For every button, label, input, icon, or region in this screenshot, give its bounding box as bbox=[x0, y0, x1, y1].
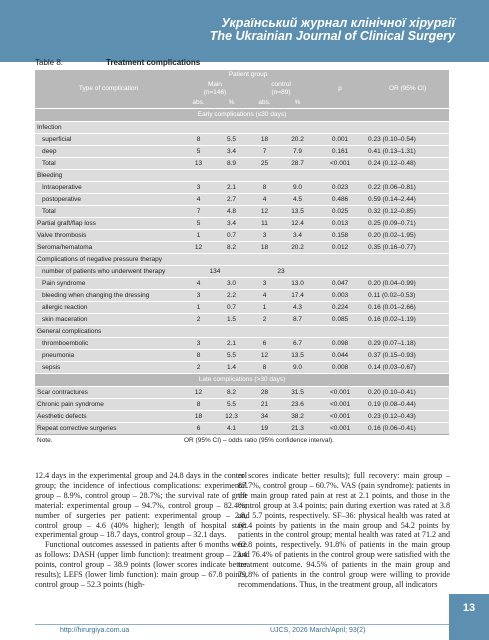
main-pct-cell: 5.5 bbox=[215, 134, 248, 146]
main-abs-cell: 12 bbox=[182, 242, 215, 254]
header-main-label: Main bbox=[207, 81, 223, 88]
main-abs-cell: 4 bbox=[182, 278, 215, 290]
main-abs-cell: 6 bbox=[182, 423, 215, 435]
control-abs-cell: 3 bbox=[248, 278, 281, 290]
control-abs-cell: 4 bbox=[248, 290, 281, 302]
row-label: skin maceration bbox=[35, 314, 182, 326]
odds-ratio-cell: 0.37 (0.15–0.93) bbox=[366, 350, 449, 362]
control-pct-cell: 13.5 bbox=[281, 350, 314, 362]
main-abs-cell: 12 bbox=[182, 387, 215, 399]
body-paragraph: er scores indicate better results); full recovery: main group – 87.7%, control group – 60.7%. VAS (pain syndrome): patients in the main group rated pain at rest at 2.1 points, and those in the control group at 3.4 points; pain during exertion was rated at 3.8 and 5.7 points, respectively. SF–36: physical health was rated at 68.4 points by patients in the main group and 54.2 points by patients in the control group; mental health was rated at 71.2 and 62.8 points, respectively. 91.8% of patients in the main group and 76.4% of patients in the control group were satisfied with the treatment outcome. 94.5% of patients in the main group and 79.8% of patients in the control group were willing to provide recommendations. Thus, in the treatment group, all indicators bbox=[238, 471, 450, 589]
control-pct-cell: 6.7 bbox=[281, 338, 314, 350]
odds-ratio-cell: 0.41 (0.13–1.31) bbox=[366, 146, 449, 158]
row-label: Valve thrombosis bbox=[35, 230, 182, 242]
control-abs-cell: 18 bbox=[248, 134, 281, 146]
main-abs-cell: 7 bbox=[182, 206, 215, 218]
table-group-row bbox=[35, 170, 449, 182]
p-value-cell: 0.098 bbox=[314, 338, 366, 350]
group-label: Bleeding bbox=[35, 170, 182, 182]
table-row bbox=[35, 362, 449, 374]
table-row bbox=[35, 338, 449, 350]
main-pct-cell: 8.2 bbox=[215, 242, 248, 254]
odds-ratio-cell: 0.20 (0.10–0.41) bbox=[366, 387, 449, 399]
row-label: allergic reaction bbox=[35, 302, 182, 314]
table-row bbox=[35, 230, 449, 242]
table-row bbox=[35, 350, 449, 362]
control-pct-cell: 17.4 bbox=[281, 290, 314, 302]
row-label: Pain syndrome bbox=[35, 278, 182, 290]
odds-ratio-cell: 0.32 (0.12–0.85) bbox=[366, 206, 449, 218]
p-value-cell: 0.224 bbox=[314, 302, 366, 314]
table-row bbox=[35, 206, 449, 218]
body-text-left bbox=[35, 471, 247, 590]
p-value-cell: 0.012 bbox=[314, 242, 366, 254]
table-group-row bbox=[35, 326, 449, 338]
table-row bbox=[35, 146, 449, 158]
section-label: Early complications (≤30 days) bbox=[35, 109, 449, 122]
main-abs-cell: 18 bbox=[182, 411, 215, 423]
header-p: p bbox=[314, 70, 366, 109]
main-abs-cell: 8 bbox=[182, 350, 215, 362]
header-patient-group: Patient group bbox=[182, 70, 314, 80]
main-abs-cell: 4 bbox=[182, 194, 215, 206]
table-row bbox=[35, 158, 449, 170]
main-pct-cell: 3.4 bbox=[215, 218, 248, 230]
table-row bbox=[35, 387, 449, 399]
row-label: Scar contractures bbox=[35, 387, 182, 399]
control-abs-cell: 19 bbox=[248, 423, 281, 435]
odds-ratio-cell: 0.23 (0.12–0.43) bbox=[366, 411, 449, 423]
p-value-cell: <0.001 bbox=[314, 423, 366, 435]
main-abs-cell: 3 bbox=[182, 182, 215, 194]
header-control-abs: abs. bbox=[248, 98, 281, 109]
control-pct-cell: 8.7 bbox=[281, 314, 314, 326]
main-pct-cell: 3.4 bbox=[215, 146, 248, 158]
note-label: Note. bbox=[35, 435, 182, 447]
journal-title-ua: Український журнал клінічної хірургії bbox=[221, 16, 455, 30]
header-type: Type of complication bbox=[35, 70, 182, 109]
row-label: pneumonia bbox=[35, 350, 182, 362]
control-pct-cell: 20.2 bbox=[281, 134, 314, 146]
control-abs-cell: 18 bbox=[248, 242, 281, 254]
header-control-n: (n=89) bbox=[271, 89, 291, 96]
main-pct-cell: 2.1 bbox=[215, 182, 248, 194]
table-group-row bbox=[35, 254, 449, 266]
body-paragraph: Functional outcomes assessed in patients after 6 months were as follows: DASH (upper limb function): treatment group – 23.4 points, control group – 38.9 points (lower scores indicate better results); LEFS (lower limb function): main group – 67.8 points, control group – 52.3 points (high- bbox=[35, 540, 247, 589]
page-number-box bbox=[449, 594, 489, 640]
control-abs-cell: 6 bbox=[248, 338, 281, 350]
control-pct-cell: 9.0 bbox=[281, 182, 314, 194]
header-main bbox=[182, 80, 248, 98]
control-abs-cell: 8 bbox=[248, 362, 281, 374]
control-pct-cell: 4.5 bbox=[281, 194, 314, 206]
group-label: General complications bbox=[35, 326, 182, 338]
main-pct-cell: 5.5 bbox=[215, 350, 248, 362]
main-pct-cell: 5.5 bbox=[215, 399, 248, 411]
table-section-row bbox=[35, 109, 449, 122]
group-filler bbox=[182, 326, 449, 338]
odds-ratio-cell: 0.14 (0.03–0.67) bbox=[366, 362, 449, 374]
p-value-cell: 0.161 bbox=[314, 146, 366, 158]
p-value-cell: 0.001 bbox=[314, 134, 366, 146]
control-abs-cell: 8 bbox=[248, 182, 281, 194]
table-row bbox=[35, 242, 449, 254]
main-pct-cell: 4.1 bbox=[215, 423, 248, 435]
odds-ratio-cell: 0.23 (0.10–0.54) bbox=[366, 134, 449, 146]
main-abs-cell: 3 bbox=[182, 290, 215, 302]
row-label: sepsis bbox=[35, 362, 182, 374]
control-abs-cell: 2 bbox=[248, 314, 281, 326]
footer-divider bbox=[35, 624, 449, 625]
control-abs-cell: 28 bbox=[248, 387, 281, 399]
row-label: number of patients who underwent therapy bbox=[35, 266, 182, 278]
note-text: OR (95% CI) – odds ratio (95% confidence interval). bbox=[182, 435, 449, 447]
table-row bbox=[35, 314, 449, 326]
row-label: Total bbox=[35, 206, 182, 218]
main-pct-cell: 1.4 bbox=[215, 362, 248, 374]
main-pct-cell: 0.7 bbox=[215, 230, 248, 242]
p-value-cell: <0.001 bbox=[314, 399, 366, 411]
odds-ratio-cell: 0.20 (0.02–1.95) bbox=[366, 230, 449, 242]
table-row bbox=[35, 182, 449, 194]
odds-ratio-cell: 0.25 (0.09–0.71) bbox=[366, 218, 449, 230]
table-note-row bbox=[35, 435, 449, 447]
complications-table bbox=[35, 70, 449, 446]
control-pct-cell: 20.2 bbox=[281, 242, 314, 254]
row-label: Seroma/hematoma bbox=[35, 242, 182, 254]
table-row bbox=[35, 266, 449, 278]
control-abs-cell: 12 bbox=[248, 206, 281, 218]
control-abs-cell: 11 bbox=[248, 218, 281, 230]
header-control bbox=[248, 80, 314, 98]
table-row bbox=[35, 194, 449, 206]
row-label: Intraoperative bbox=[35, 182, 182, 194]
main-abs-cell: 2 bbox=[182, 314, 215, 326]
main-count: 134 bbox=[182, 266, 248, 278]
row-label: Chronic pain syndrome bbox=[35, 399, 182, 411]
header-control-pct: % bbox=[281, 98, 314, 109]
header-or: OR (95% CI) bbox=[366, 70, 449, 109]
table-row bbox=[35, 290, 449, 302]
main-pct-cell: 8.9 bbox=[215, 158, 248, 170]
control-abs-cell: 1 bbox=[248, 302, 281, 314]
table-group-row bbox=[35, 122, 449, 134]
control-abs-cell: 34 bbox=[248, 411, 281, 423]
row-label: postoperative bbox=[35, 194, 182, 206]
control-abs-cell: 21 bbox=[248, 399, 281, 411]
row-label: Total bbox=[35, 158, 182, 170]
page-number: 13 bbox=[462, 602, 476, 614]
main-pct-cell: 0.7 bbox=[215, 302, 248, 314]
odds-ratio-cell: 0.16 (0.06–0.41) bbox=[366, 423, 449, 435]
footer-url-link[interactable]: http://hirurgiya.com.ua bbox=[60, 627, 130, 634]
p-value-cell: 0.486 bbox=[314, 194, 366, 206]
main-pct-cell: 8.2 bbox=[215, 387, 248, 399]
odds-ratio-cell: 0.59 (0.14–2.44) bbox=[366, 194, 449, 206]
main-pct-cell: 2.1 bbox=[215, 338, 248, 350]
control-abs-cell: 4 bbox=[248, 194, 281, 206]
table-row bbox=[35, 411, 449, 423]
p-value-cell: 0.085 bbox=[314, 314, 366, 326]
body-text-right bbox=[238, 471, 450, 590]
control-pct-cell: 9.0 bbox=[281, 362, 314, 374]
group-label: Complications of negative pressure therapy bbox=[35, 254, 182, 266]
odds-ratio-cell: 0.16 (0.02–1.19) bbox=[366, 314, 449, 326]
odds-ratio-cell: 0.11 (0.02–0.53) bbox=[366, 290, 449, 302]
table-row bbox=[35, 278, 449, 290]
p-value-cell: 0.003 bbox=[314, 290, 366, 302]
p-value-cell: <0.001 bbox=[314, 387, 366, 399]
main-pct-cell: 2.2 bbox=[215, 290, 248, 302]
control-pct-cell: 4.3 bbox=[281, 302, 314, 314]
p-value-cell: 0.047 bbox=[314, 278, 366, 290]
row-label: deep bbox=[35, 146, 182, 158]
group-filler bbox=[182, 254, 449, 266]
table-section-row bbox=[35, 374, 449, 387]
odds-ratio-cell: 0.24 (0.12–0.48) bbox=[366, 158, 449, 170]
main-pct-cell: 4.8 bbox=[215, 206, 248, 218]
journal-banner bbox=[0, 0, 489, 62]
control-pct-cell: 38.2 bbox=[281, 411, 314, 423]
p-value-cell: 0.013 bbox=[314, 218, 366, 230]
main-pct-cell: 1.5 bbox=[215, 314, 248, 326]
row-label: thromboembolic bbox=[35, 338, 182, 350]
control-abs-cell: 12 bbox=[248, 350, 281, 362]
control-pct-cell: 23.6 bbox=[281, 399, 314, 411]
group-label: Infection bbox=[35, 122, 182, 134]
footer-journal-citation: UJCS, 2026 March/April; 93(2) bbox=[270, 627, 366, 634]
group-filler bbox=[182, 122, 449, 134]
control-count: 23 bbox=[248, 266, 314, 278]
main-abs-cell: 8 bbox=[182, 134, 215, 146]
table-row bbox=[35, 423, 449, 435]
control-pct-cell: 31.5 bbox=[281, 387, 314, 399]
odds-ratio-cell: 0.20 (0.04–0.99) bbox=[366, 278, 449, 290]
table-caption: Treatment complications bbox=[106, 58, 201, 67]
p-value-cell: <0.001 bbox=[314, 158, 366, 170]
control-pct-cell: 12.4 bbox=[281, 218, 314, 230]
main-abs-cell: 2 bbox=[182, 362, 215, 374]
p-value-cell: 0.023 bbox=[314, 182, 366, 194]
table-row bbox=[35, 399, 449, 411]
control-abs-cell: 3 bbox=[248, 230, 281, 242]
table-header bbox=[35, 70, 449, 109]
table-body bbox=[35, 109, 449, 447]
header-main-n: (n=146) bbox=[203, 89, 227, 96]
control-abs-cell: 7 bbox=[248, 146, 281, 158]
header-main-pct: % bbox=[215, 98, 248, 109]
p-value-cell: 0.025 bbox=[314, 206, 366, 218]
group-filler bbox=[182, 170, 449, 182]
p-value-cell: 0.008 bbox=[314, 362, 366, 374]
row-label: Aesthetic defects bbox=[35, 411, 182, 423]
header-main-abs: abs. bbox=[182, 98, 215, 109]
row-label: Partial graft/flap loss bbox=[35, 218, 182, 230]
main-abs-cell: 1 bbox=[182, 302, 215, 314]
main-abs-cell: 5 bbox=[182, 146, 215, 158]
main-abs-cell: 13 bbox=[182, 158, 215, 170]
odds-ratio-cell: 0.19 (0.08–0.44) bbox=[366, 399, 449, 411]
control-pct-cell: 7.9 bbox=[281, 146, 314, 158]
header-control-label: control bbox=[271, 81, 291, 88]
table-label: Table 8. bbox=[35, 58, 64, 67]
row-label: bleeding when changing the dressing bbox=[35, 290, 182, 302]
table-row bbox=[35, 134, 449, 146]
p-value-cell: 0.158 bbox=[314, 230, 366, 242]
row-filler bbox=[314, 266, 449, 278]
main-abs-cell: 5 bbox=[182, 218, 215, 230]
odds-ratio-cell: 0.16 (0.01–2.66) bbox=[366, 302, 449, 314]
section-label: Late complications (>30 days) bbox=[35, 374, 449, 387]
odds-ratio-cell: 0.29 (0.07–1.18) bbox=[366, 338, 449, 350]
control-abs-cell: 25 bbox=[248, 158, 281, 170]
journal-title bbox=[210, 17, 455, 43]
p-value-cell: <0.001 bbox=[314, 411, 366, 423]
main-abs-cell: 8 bbox=[182, 399, 215, 411]
main-abs-cell: 3 bbox=[182, 338, 215, 350]
body-paragraph: 12.4 days in the experimental group and 24.8 days in the control group; the incidence of infectious complications: experimental group – 8.9%, control group – 28.7%; the survival rate of graft material: experimental group – 94.7%, control group – 82.4%; number of surgeries per patient: experimental group – 2.8, control group – 4.6 (40% higher); length of hospital stay: experimental group – 18.7 days, control group – 32.1 days. bbox=[35, 471, 247, 540]
control-pct-cell: 28.7 bbox=[281, 158, 314, 170]
table-row bbox=[35, 302, 449, 314]
control-pct-cell: 13.0 bbox=[281, 278, 314, 290]
main-abs-cell: 1 bbox=[182, 230, 215, 242]
table-row bbox=[35, 218, 449, 230]
main-pct-cell: 2.7 bbox=[215, 194, 248, 206]
odds-ratio-cell: 0.22 (0.06–0.81) bbox=[366, 182, 449, 194]
journal-title-en: The Ukrainian Journal of Clinical Surgery bbox=[209, 29, 455, 43]
row-label: superficial bbox=[35, 134, 182, 146]
row-label: Repeat corrective surgeries bbox=[35, 423, 182, 435]
odds-ratio-cell: 0.35 (0.16–0.77) bbox=[366, 242, 449, 254]
control-pct-cell: 3.4 bbox=[281, 230, 314, 242]
main-pct-cell: 3.0 bbox=[215, 278, 248, 290]
control-pct-cell: 21.3 bbox=[281, 423, 314, 435]
p-value-cell: 0.044 bbox=[314, 350, 366, 362]
main-pct-cell: 12.3 bbox=[215, 411, 248, 423]
control-pct-cell: 13.5 bbox=[281, 206, 314, 218]
